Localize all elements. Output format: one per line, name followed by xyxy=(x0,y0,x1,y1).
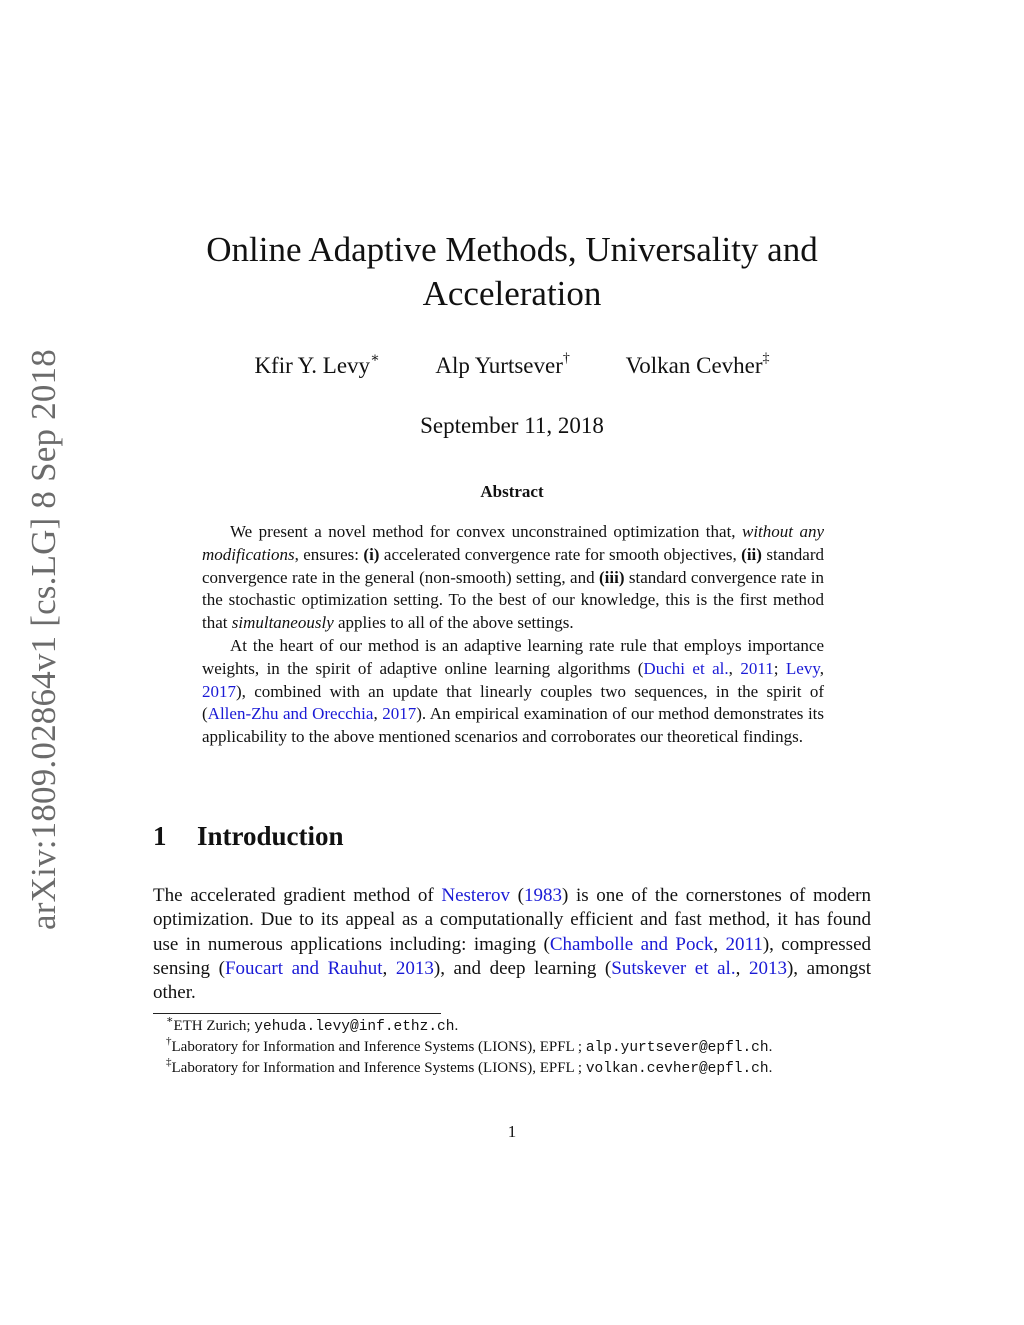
footnotes xyxy=(166,1016,876,1079)
text-run: standard convergence rate in the stochastic optimization setting. To the best of our knowledge, this is the first method that xyxy=(202,567,824,633)
text-run: , xyxy=(713,933,726,955)
title-line-2: Acceleration xyxy=(422,274,602,313)
footnote-email: alp.yurtsever@epfl.ch xyxy=(585,1040,769,1056)
text-run: accelerated convergence rate for smooth objectives, xyxy=(379,544,742,564)
intro-paragraph xyxy=(153,884,871,1005)
text-run: ), amongst other. xyxy=(153,957,872,1004)
text-run: , xyxy=(728,658,741,678)
citation-nesterov-year[interactable]: 1983 xyxy=(523,885,562,906)
citation-foucart-year[interactable]: 2013 xyxy=(395,957,434,979)
abstract-heading: Abstract xyxy=(480,482,544,501)
citation-allen-zhu-year[interactable]: 2017 xyxy=(382,704,417,724)
footnote-text: Laboratory for Information and Inference Systems (LIONS), EPFL ; xyxy=(171,1039,586,1055)
footnote-text: ETH Zurich; xyxy=(173,1018,255,1034)
author-mark: † xyxy=(562,351,570,367)
footnote-end: . xyxy=(454,1018,459,1034)
arxiv-identifier: arXiv:1809.02864v1 [cs.LG] 8 Sep 2018 xyxy=(24,349,63,930)
citation-allen-zhu[interactable]: Allen-Zhu and Orecchia xyxy=(207,704,374,724)
item-marker: (i) xyxy=(363,544,380,564)
author-mark: ∗ xyxy=(370,351,380,367)
text-run: ; xyxy=(773,658,786,678)
text-run: ( xyxy=(509,885,524,906)
author-name: Alp Yurtsever xyxy=(435,353,563,378)
footnote-text: Laboratory for Information and Inference Systems (LIONS), EPFL ; xyxy=(171,1060,586,1076)
text-run: ). An empirical examination of our method demonstrates its applicability to the above mentioned scenarios and corroborates our theoretical findings. xyxy=(202,704,825,747)
text-run: applies to all of the above settings. xyxy=(333,613,574,633)
citation-chambolle-year[interactable]: 2011 xyxy=(725,933,763,955)
page-number: 1 xyxy=(507,1122,517,1141)
author-cevher xyxy=(626,350,770,382)
abstract-body xyxy=(202,521,824,749)
citation-chambolle[interactable]: Chambolle and Pock xyxy=(549,933,714,955)
citation-levy-year[interactable]: 2017 xyxy=(202,681,236,701)
text-run: , xyxy=(819,658,824,678)
author-name: Volkan Cevher xyxy=(625,353,763,378)
text-run: , xyxy=(373,704,383,724)
author-name: Kfir Y. Levy xyxy=(254,353,371,378)
section-heading-introduction xyxy=(153,817,344,855)
publication-date: September 11, 2018 xyxy=(420,413,604,438)
citation-levy[interactable]: Levy xyxy=(785,658,820,678)
citation-foucart[interactable]: Foucart and Rauhut xyxy=(224,957,383,979)
text-run: ), and deep learning ( xyxy=(433,957,612,979)
footnote-mark: ∗ xyxy=(166,1014,174,1026)
text-run: ), compressed sensing ( xyxy=(153,933,872,979)
section-title: Introduction xyxy=(197,821,344,851)
citation-sutskever[interactable]: Sutskever et al. xyxy=(611,957,736,979)
citation-nesterov[interactable]: Nesterov xyxy=(441,885,510,906)
emphasis: simultaneously xyxy=(231,613,334,633)
text-run: At the heart of our method is an adaptive learning rate rule that employs importance weights, in the spirit of adaptive online learning algorithms ( xyxy=(202,635,824,678)
footnote-mark: † xyxy=(166,1035,172,1047)
abstract-paragraph-2 xyxy=(202,635,824,749)
section-number: 1 xyxy=(153,821,167,851)
citation-duchi[interactable]: Duchi et al. xyxy=(643,658,729,678)
text-run: ), combined with an update that linearly couples two sequences, in the spirit of ( xyxy=(202,681,824,724)
footnote-cevher xyxy=(166,1058,876,1079)
author-list xyxy=(150,350,874,382)
footnote-yurtsever xyxy=(166,1037,876,1058)
text-run: We present a novel method for convex unconstrained optimization that, xyxy=(230,522,742,541)
text-run: The accelerated gradient method of xyxy=(153,885,442,906)
footnote-divider xyxy=(153,1013,441,1014)
footnote-end: . xyxy=(768,1039,773,1055)
emphasis: without any modifications xyxy=(202,522,824,564)
footnote-levy xyxy=(166,1016,876,1037)
author-levy xyxy=(254,350,379,382)
paper-title xyxy=(150,228,874,316)
item-marker: (ii) xyxy=(741,544,762,564)
footnote-mark: ‡ xyxy=(166,1056,172,1068)
text-run: ) is one of the cornerstones of modern optimization. Due to its appeal as a computationally efficient and fast method, it has found use in numerous applications including: imaging ( xyxy=(153,885,872,955)
footnote-email: yehuda.levy@inf.ethz.ch xyxy=(254,1019,455,1035)
item-marker: (iii) xyxy=(599,567,625,587)
footnote-email: volkan.cevher@epfl.ch xyxy=(585,1061,769,1077)
footnote-end: . xyxy=(768,1060,773,1076)
text-run: , ensures: xyxy=(294,544,364,564)
title-line-1: Online Adaptive Methods, Universality and xyxy=(206,230,818,269)
text-run: , xyxy=(382,957,396,979)
author-mark: ‡ xyxy=(762,351,770,367)
author-yurtsever xyxy=(435,350,570,382)
text-run: standard convergence rate in the general (non-smooth) setting, and xyxy=(202,544,824,587)
abstract-paragraph-1 xyxy=(202,521,824,635)
citation-sutskever-year[interactable]: 2013 xyxy=(748,957,787,979)
citation-duchi-year[interactable]: 2011 xyxy=(740,658,774,678)
text-run: , xyxy=(735,957,749,979)
